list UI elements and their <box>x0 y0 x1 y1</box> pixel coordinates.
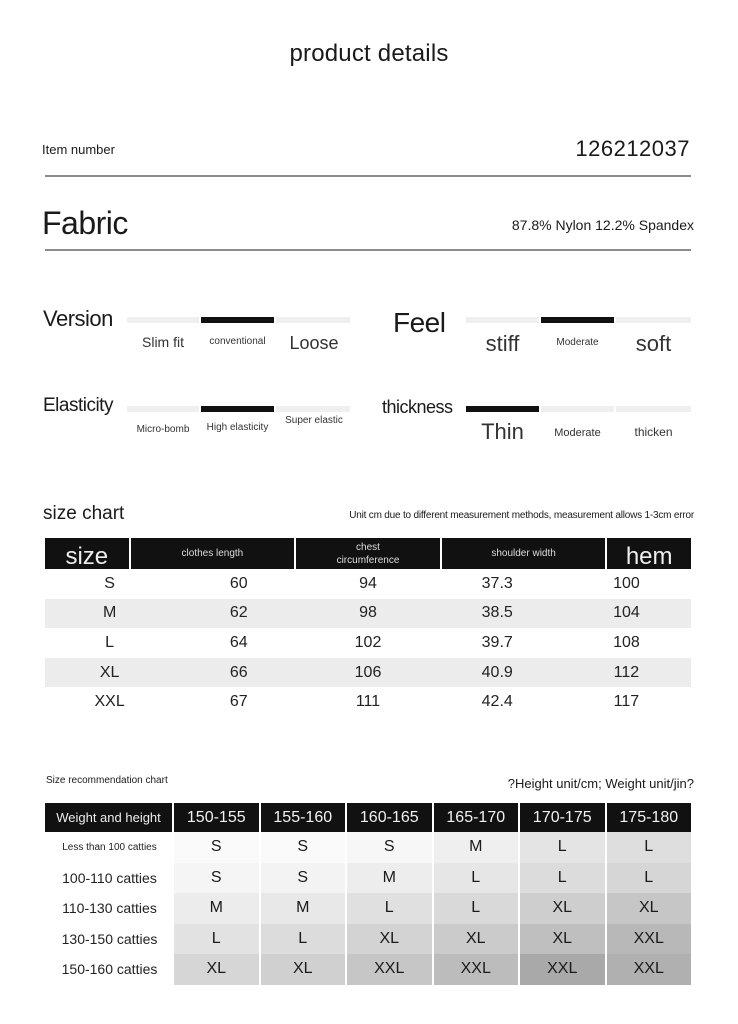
table-cell: 40.9 <box>481 663 513 681</box>
table-cell: 117 <box>613 693 640 711</box>
table-cell: 39.7 <box>481 633 513 651</box>
size-cell: S <box>174 832 259 863</box>
table-cell: M <box>102 604 117 622</box>
feel-scale <box>466 317 691 323</box>
item-number-value: 126212037 <box>575 136 690 161</box>
table-cell: 94 <box>359 574 377 592</box>
recommendation-note: ?Height unit/cm; Weight unit/jin? <box>507 776 694 791</box>
page-title: product details <box>289 40 449 67</box>
table-row <box>45 863 691 894</box>
size-cell: L <box>607 863 692 894</box>
thickness-scale-segment <box>616 406 691 412</box>
thickness-option-selected: Thin <box>481 419 524 444</box>
size-chart-header-row <box>45 538 691 569</box>
feel-scale-segment <box>466 317 539 323</box>
thickness-option: Moderate <box>554 427 601 439</box>
elasticity-option: Super elastic <box>285 415 343 426</box>
feel-option-selected: Moderate <box>556 337 599 348</box>
table-cell: 42.4 <box>481 693 513 711</box>
size-cell: XL <box>347 924 432 955</box>
size-cell: M <box>347 863 432 894</box>
table-cell: XL <box>99 663 120 681</box>
elasticity-label: Elasticity <box>43 395 113 416</box>
version-option: Loose <box>289 333 339 353</box>
size-cell: S <box>261 863 346 894</box>
size-chart-header: size <box>45 538 129 569</box>
feel-scale-segment-selected <box>541 317 614 323</box>
size-cell: XXL <box>347 954 432 985</box>
table-cell: 67 <box>229 693 248 711</box>
thickness-scale-segment <box>541 406 614 412</box>
table-row <box>45 924 691 955</box>
feel-label: Feel <box>393 307 446 338</box>
size-cell: L <box>434 893 519 924</box>
size-chart-header: chest circumference <box>296 538 440 569</box>
version-scale <box>127 317 350 323</box>
size-cell: XL <box>434 924 519 955</box>
size-cell: S <box>347 832 432 863</box>
table-cell: 37.3 <box>481 574 513 592</box>
table-cell: 38.5 <box>481 604 513 622</box>
table-cell: 104 <box>613 604 640 622</box>
size-cell: L <box>607 832 692 863</box>
elasticity-option: Micro-bomb <box>136 424 190 435</box>
elasticity-scale-segment <box>127 406 199 412</box>
table-row <box>45 893 691 924</box>
height-range-header: 155-160 <box>261 803 346 832</box>
weight-range-label: Less than 100 catties <box>62 841 157 853</box>
weight-range-label: 130-150 catties <box>61 930 158 947</box>
table-cell: 60 <box>229 574 248 592</box>
height-range-header: 150-155 <box>174 803 259 832</box>
size-cell: S <box>174 863 259 894</box>
elasticity-scale-segment-selected <box>201 406 274 412</box>
table-row <box>45 628 691 658</box>
elasticity-scale <box>127 406 350 412</box>
table-cell: 106 <box>354 663 382 681</box>
size-chart-header: clothes length <box>131 538 295 569</box>
recommendation-title: Size recommendation chart <box>46 775 168 786</box>
table-row <box>45 658 691 688</box>
size-cell: M <box>174 893 259 924</box>
table-cell: L <box>105 633 115 651</box>
size-chart-title: size chart <box>43 503 125 524</box>
table-cell: 100 <box>613 574 640 592</box>
size-cell: XL <box>174 954 259 985</box>
weight-range-label: 100-110 catties <box>62 869 157 886</box>
height-range-header: 165-170 <box>434 803 519 832</box>
version-label: Version <box>43 306 113 331</box>
size-cell: L <box>347 893 432 924</box>
size-cell: XXL <box>520 954 605 985</box>
table-cell: 62 <box>229 604 248 622</box>
version-scale-segment <box>276 317 350 323</box>
height-range-header: 170-175 <box>520 803 605 832</box>
fabric-value: 87.8% Nylon 12.2% Spandex <box>511 217 694 233</box>
thickness-scale <box>466 406 691 412</box>
recommendation-corner-label: Weight and height <box>45 803 172 832</box>
size-cell: M <box>434 832 519 863</box>
size-cell: XL <box>607 893 692 924</box>
divider <box>45 249 691 251</box>
divider <box>45 175 691 177</box>
size-cell: M <box>261 893 346 924</box>
table-cell: 108 <box>613 633 640 651</box>
fabric-label: Fabric <box>42 205 128 241</box>
size-chart-header: hem <box>607 538 691 569</box>
thickness-label: thickness <box>382 397 453 417</box>
table-row <box>45 832 691 863</box>
feel-scale-segment <box>616 317 691 323</box>
version-option: Slim fit <box>142 334 184 350</box>
size-cell: L <box>434 863 519 894</box>
height-range-header: 160-165 <box>347 803 432 832</box>
feel-option: soft <box>635 331 672 356</box>
table-cell: 66 <box>229 663 248 681</box>
size-cell: L <box>261 924 346 955</box>
size-cell: XL <box>261 954 346 985</box>
size-chart-note: Unit cm due to different measurement methods, measurement allows 1-3cm error <box>349 510 694 521</box>
table-row <box>45 954 691 985</box>
size-cell: L <box>520 832 605 863</box>
table-cell: 112 <box>613 663 640 681</box>
table-row <box>45 687 691 717</box>
elasticity-scale-segment <box>276 406 350 412</box>
size-cell: L <box>174 924 259 955</box>
height-range-header: 175-180 <box>607 803 692 832</box>
version-scale-segment <box>127 317 199 323</box>
size-cell: XL <box>520 924 605 955</box>
thickness-option: thicken <box>634 425 673 439</box>
table-row <box>45 599 691 629</box>
table-cell: 64 <box>229 633 248 651</box>
version-option-selected: conventional <box>209 336 266 347</box>
table-cell: S <box>104 574 115 592</box>
size-chart-header: shoulder width <box>442 538 606 569</box>
size-chart-table <box>45 538 691 717</box>
size-cell: S <box>261 832 346 863</box>
size-cell: XXL <box>434 954 519 985</box>
item-number-label: Item number <box>42 142 115 157</box>
size-cell: XXL <box>607 924 692 955</box>
table-cell: 98 <box>359 604 377 622</box>
table-cell: 102 <box>354 633 382 651</box>
table-row <box>45 569 691 599</box>
size-cell: XXL <box>607 954 692 985</box>
size-cell: L <box>520 863 605 894</box>
table-cell: XXL <box>94 693 125 711</box>
thickness-scale-segment-selected <box>466 406 539 412</box>
size-cell: XL <box>520 893 605 924</box>
weight-range-label: 110-130 catties <box>62 900 157 917</box>
table-cell: 111 <box>355 693 381 711</box>
recommendation-header-row <box>45 803 691 832</box>
version-scale-segment-selected <box>201 317 274 323</box>
elasticity-option-selected: High elasticity <box>206 422 269 433</box>
weight-range-label: 150-160 catties <box>61 961 158 978</box>
feel-option: stiff <box>485 331 520 356</box>
recommendation-table <box>45 803 691 985</box>
